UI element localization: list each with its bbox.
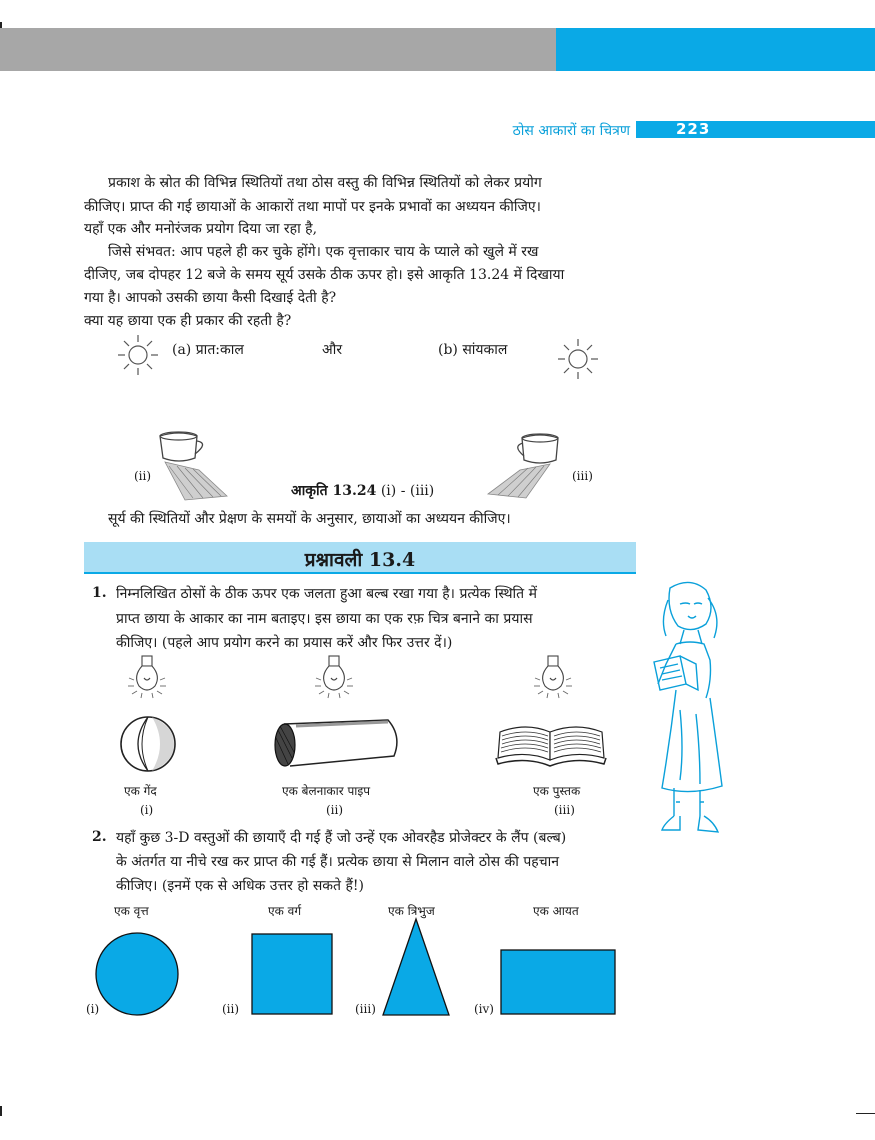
item-ball-label: एक गेंद xyxy=(124,784,157,798)
shape-rectangle-label: एक आयत xyxy=(533,904,579,918)
item-pipe-label: एक बेलनाकार पाइप xyxy=(282,784,371,798)
shadow-circle-shape xyxy=(94,932,182,1020)
question-1-line-2: प्राप्त छाया के आकार का नाम बताइए। इस छाया का एक रफ़ चित्र बनाने का प्रयास xyxy=(116,611,533,627)
figure-caption-number: आकृति 13.24 xyxy=(291,483,377,499)
shadow-square-shape xyxy=(251,933,335,1017)
intro-line-1: प्रकाश के स्रोत की विभिन्न स्थितियों तथा ठोस वस्तु की विभिन्न स्थितियों को लेकर प्रयोग xyxy=(108,175,542,191)
shape-triangle-index: (iii) xyxy=(355,1002,376,1016)
header-blue-bar xyxy=(556,28,875,71)
shape-square-label: एक वर्ग xyxy=(268,904,302,918)
sun-icon xyxy=(114,333,162,377)
shadow-triangle-shape xyxy=(381,917,451,1017)
shape-circle-index: (i) xyxy=(86,1002,100,1016)
label-fig-ii: (ii) xyxy=(134,469,152,483)
open-book-icon xyxy=(496,722,606,770)
page-number-box xyxy=(636,121,875,138)
girl-reading-illustration xyxy=(640,580,740,840)
figure-note: सूर्य की स्थितियों और प्रेक्षण के समयों के अनुसार, छायाओं का अध्ययन कीजिए। xyxy=(108,511,511,527)
label-fig-iii: (iii) xyxy=(572,469,593,483)
intro-line-5: दीजिए, जब दोपहर 12 बजे के समय सूर्य उसके ठीक ऊपर हो। इसे आकृति 13.24 में दिखाया xyxy=(84,267,565,283)
item-book-label: एक पुस्तक xyxy=(533,784,581,798)
shape-rectangle-index: (iv) xyxy=(474,1002,494,1016)
cup-shadow-right-icon xyxy=(486,430,566,502)
item-pipe-index: (ii) xyxy=(326,803,344,817)
chapter-title: ठोस आकारों का चित्रण xyxy=(512,123,630,139)
figure-caption-rest: (i) - (iii) xyxy=(376,483,435,499)
question-2-line-1: यहाँ कुछ 3-D वस्तुओं की छायाएँ दी गई हैं जो उन्हें एक ओवरहैड प्रोजेक्टर के लैंप (बल्ब) xyxy=(116,830,567,846)
item-ball-index: (i) xyxy=(140,803,154,817)
question-2-line-3: कीजिए। (इनमें एक से अधिक उत्तर हो सकते हैं!) xyxy=(116,878,365,894)
bulb-icon xyxy=(529,654,577,704)
cup-shadow-left-icon xyxy=(155,428,235,503)
shape-circle-label: एक वृत्त xyxy=(114,904,149,918)
shadow-rectangle-shape xyxy=(500,949,618,1017)
figure-caption xyxy=(291,481,434,500)
cylinder-pipe-icon xyxy=(270,716,405,774)
label-and: और xyxy=(322,342,343,358)
bulb-icon xyxy=(310,654,358,704)
intro-line-7: क्या यह छाया एक ही प्रकार की रहती है? xyxy=(84,313,292,329)
question-1-line-1: निम्नलिखित ठोसों के ठीक ऊपर एक जलता हुआ बल्ब रखा गया है। प्रत्येक स्थिति में xyxy=(116,586,537,602)
question-2-line-2: के अंतर्गत या नीचे रख कर प्राप्त की गई हैं। प्रत्येक छाया से मिलान वाले ठोस की पहचान xyxy=(116,854,559,870)
shape-square-index: (ii) xyxy=(222,1002,240,1016)
header-grey-bar xyxy=(0,28,556,71)
page-number: 223 xyxy=(676,120,711,138)
ball-icon xyxy=(118,712,178,776)
intro-line-3: यहाँ एक और मनोरंजक प्रयोग दिया जा रहा है, xyxy=(84,221,318,237)
shape-triangle-label: एक त्रिभुज xyxy=(388,904,435,918)
sun-icon xyxy=(554,337,602,381)
question-1-number: 1. xyxy=(92,585,107,601)
crop-mark xyxy=(856,1113,875,1114)
question-2-number: 2. xyxy=(92,829,107,845)
intro-line-6: गया है। आपको उसकी छाया कैसी दिखाई देती है? xyxy=(84,290,337,306)
label-evening: (b) सांयकाल xyxy=(438,342,508,358)
item-book-index: (iii) xyxy=(554,803,575,817)
question-1-line-3: कीजिए। (पहले आप प्रयोग करने का प्रयास करें और फिर उत्तर दें।) xyxy=(116,635,453,651)
bulb-icon xyxy=(123,654,171,704)
intro-line-2: कीजिए। प्राप्त की गई छायाओं के आकारों तथा मापों पर इनके प्रभावों का अध्ययन कीजिए। xyxy=(84,199,541,215)
exercise-title: प्रश्नावली 13.4 xyxy=(304,549,416,571)
label-morning: (a) प्रात:काल xyxy=(172,342,244,358)
crop-mark xyxy=(0,1106,2,1116)
exercise-heading-band xyxy=(84,542,636,574)
intro-line-4: जिसे संभवत: आप पहले ही कर चुके होंगे। एक वृत्ताकार चाय के प्याले को खुले में रख xyxy=(108,244,539,260)
